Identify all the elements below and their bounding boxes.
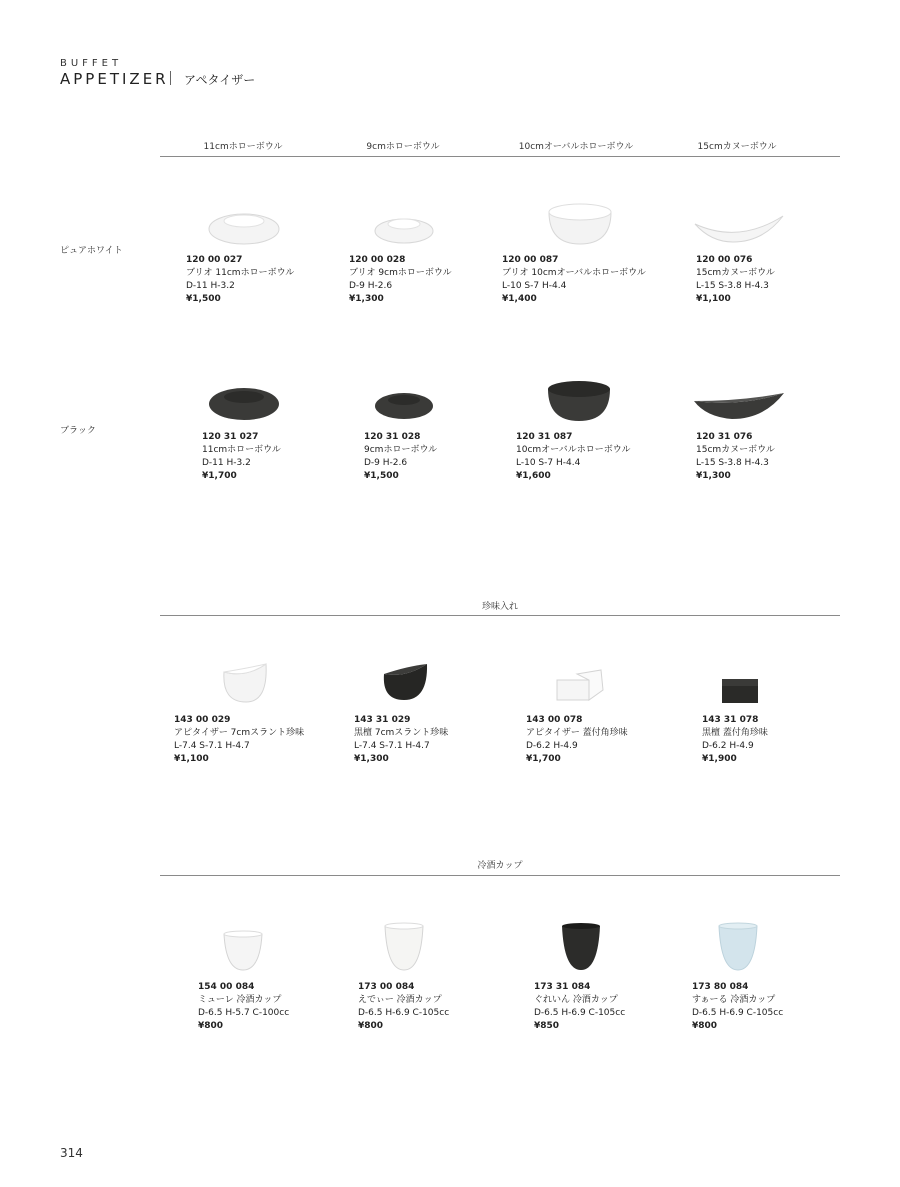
black-lidded-square-chinmi-image <box>720 675 760 705</box>
product-name: えでぃー 冷酒カップ <box>358 995 442 1005</box>
product-size: D-6.2 H-4.9 <box>702 741 754 751</box>
product-name: 11cmホローボウル <box>202 445 281 455</box>
product-price: ¥800 <box>692 1021 718 1031</box>
product-black-9cm <box>364 431 437 483</box>
product-name: 9cmホローボウル <box>364 445 438 455</box>
product-white-9cm <box>349 254 452 306</box>
product-price: ¥1,100 <box>696 294 731 304</box>
blue-swirl-sake-cup-image <box>717 922 759 972</box>
product-code: 120 00 076 <box>696 255 753 265</box>
product-reishu-4 <box>692 981 783 1033</box>
product-name: アピタイザー 蓋付角珍味 <box>526 728 628 738</box>
bowls-header-rule <box>160 156 840 157</box>
white-mule-sake-cup-image <box>222 930 264 972</box>
product-name: ブリオ 11cmホローボウル <box>186 268 295 278</box>
white-slant-chinmi-image <box>220 662 270 704</box>
product-price: ¥1,400 <box>502 294 537 304</box>
white-10cm-oval-hollow-bowl-image <box>547 200 613 246</box>
product-size: D-9 H-2.6 <box>349 281 393 291</box>
section-heading-chinmi: 珍味入れ <box>481 602 518 612</box>
black-11cm-hollow-bowl-image <box>208 382 280 422</box>
product-name: ぐれいん 冷酒カップ <box>534 995 618 1005</box>
product-price: ¥1,300 <box>696 471 731 481</box>
black-10cm-oval-hollow-bowl-image <box>546 377 612 423</box>
product-code: 143 31 078 <box>702 715 759 725</box>
page-title: APPETIZER <box>60 70 169 88</box>
product-name: ミューレ 冷酒カップ <box>198 995 282 1005</box>
product-size: L-10 S-7 H-4.4 <box>516 458 581 468</box>
black-slant-chinmi-image <box>380 660 430 702</box>
product-name: 15cmカヌーボウル <box>696 445 775 455</box>
product-price: ¥800 <box>358 1021 384 1031</box>
product-price: ¥1,100 <box>174 754 209 764</box>
product-name: 10cmオーバルホローボウル <box>516 445 631 455</box>
product-white-10cm-oval <box>502 254 646 306</box>
product-code: 120 00 027 <box>186 255 243 265</box>
white-15cm-canoe-bowl-image <box>693 214 785 246</box>
product-white-11cm <box>186 254 294 306</box>
product-chinmi-1 <box>174 714 304 766</box>
product-size: L-15 S-3.8 H-4.3 <box>696 281 769 291</box>
product-code: 143 00 078 <box>526 715 583 725</box>
product-code: 120 00 087 <box>502 255 559 265</box>
title-divider <box>170 71 171 85</box>
product-name: 15cmカヌーボウル <box>696 268 775 278</box>
product-code: 120 31 028 <box>364 432 421 442</box>
row-label-black: ブラック <box>60 426 96 436</box>
product-name: ブリオ 10cmオーバルホローボウル <box>502 268 646 278</box>
black-grain-sake-cup-image <box>560 922 602 972</box>
product-price: ¥850 <box>534 1021 560 1031</box>
product-reishu-1 <box>198 981 289 1033</box>
product-name: アピタイザー 7cmスラント珍味 <box>174 728 305 738</box>
page-number: 314 <box>60 1146 83 1160</box>
chinmi-rule <box>160 615 840 616</box>
column-header-4: 15cmカヌーボウル <box>697 142 777 152</box>
product-size: L-7.4 S-7.1 H-4.7 <box>354 741 430 751</box>
product-price: ¥1,300 <box>349 294 384 304</box>
product-price: ¥1,600 <box>516 471 551 481</box>
product-size: D-6.5 H-5.7 C-100cc <box>198 1008 290 1018</box>
product-size: L-7.4 S-7.1 H-4.7 <box>174 741 250 751</box>
reishu-rule <box>160 875 840 876</box>
product-code: 120 31 027 <box>202 432 259 442</box>
product-price: ¥1,500 <box>186 294 221 304</box>
white-11cm-hollow-bowl-image <box>208 205 280 245</box>
product-code: 120 31 087 <box>516 432 573 442</box>
product-price: ¥1,500 <box>364 471 399 481</box>
product-chinmi-2 <box>354 714 448 766</box>
row-label-white: ピュアホワイト <box>60 246 123 256</box>
column-header-3: 10cmオーバルホローボウル <box>518 142 634 152</box>
product-size: D-11 H-3.2 <box>202 458 251 468</box>
white-lidded-square-chinmi-image <box>555 668 605 704</box>
product-code: 173 31 084 <box>534 982 591 992</box>
product-white-15cm-canoe <box>696 254 775 306</box>
product-size: D-6.2 H-4.9 <box>526 741 578 751</box>
column-header-1: 11cmホローボウル <box>203 142 283 152</box>
product-size: L-15 S-3.8 H-4.3 <box>696 458 769 468</box>
product-reishu-3 <box>534 981 625 1033</box>
product-size: D-6.5 H-6.9 C-105cc <box>358 1008 450 1018</box>
product-name: すぁーる 冷酒カップ <box>692 995 776 1005</box>
black-9cm-hollow-bowl-image <box>374 388 434 422</box>
product-black-15cm-canoe <box>696 431 775 483</box>
black-15cm-canoe-bowl-image <box>692 391 786 423</box>
product-size: D-11 H-3.2 <box>186 281 235 291</box>
white-9cm-hollow-bowl-image <box>374 211 434 245</box>
section-heading-reishu: 冷酒カップ <box>477 861 523 871</box>
product-price: ¥800 <box>198 1021 224 1031</box>
product-code: 120 31 076 <box>696 432 753 442</box>
header-kicker: BUFFET <box>60 58 123 69</box>
product-code: 173 00 084 <box>358 982 415 992</box>
product-size: L-10 S-7 H-4.4 <box>502 281 567 291</box>
product-size: D-6.5 H-6.9 C-105cc <box>692 1008 784 1018</box>
product-name: ブリオ 9cmホローボウル <box>349 268 452 278</box>
product-price: ¥1,700 <box>526 754 561 764</box>
product-code: 173 80 084 <box>692 982 749 992</box>
product-price: ¥1,700 <box>202 471 237 481</box>
product-price: ¥1,900 <box>702 754 737 764</box>
product-name: 黒檀 7cmスラント珍味 <box>354 728 449 738</box>
product-code: 120 00 028 <box>349 255 406 265</box>
product-chinmi-4 <box>702 714 768 766</box>
page-title-japanese: アペタイザー <box>184 73 256 87</box>
product-name: 黒檀 蓋付角珍味 <box>702 728 768 738</box>
product-chinmi-3 <box>526 714 628 766</box>
product-code: 154 00 084 <box>198 982 255 992</box>
product-code: 143 31 029 <box>354 715 411 725</box>
product-size: D-9 H-2.6 <box>364 458 408 468</box>
product-price: ¥1,300 <box>354 754 389 764</box>
product-code: 143 00 029 <box>174 715 231 725</box>
product-reishu-2 <box>358 981 449 1033</box>
product-size: D-6.5 H-6.9 C-105cc <box>534 1008 626 1018</box>
column-header-2: 9cmホローボウル <box>366 142 440 152</box>
product-black-11cm <box>202 431 281 483</box>
product-black-10cm-oval <box>516 431 630 483</box>
white-edie-sake-cup-image <box>383 922 425 972</box>
